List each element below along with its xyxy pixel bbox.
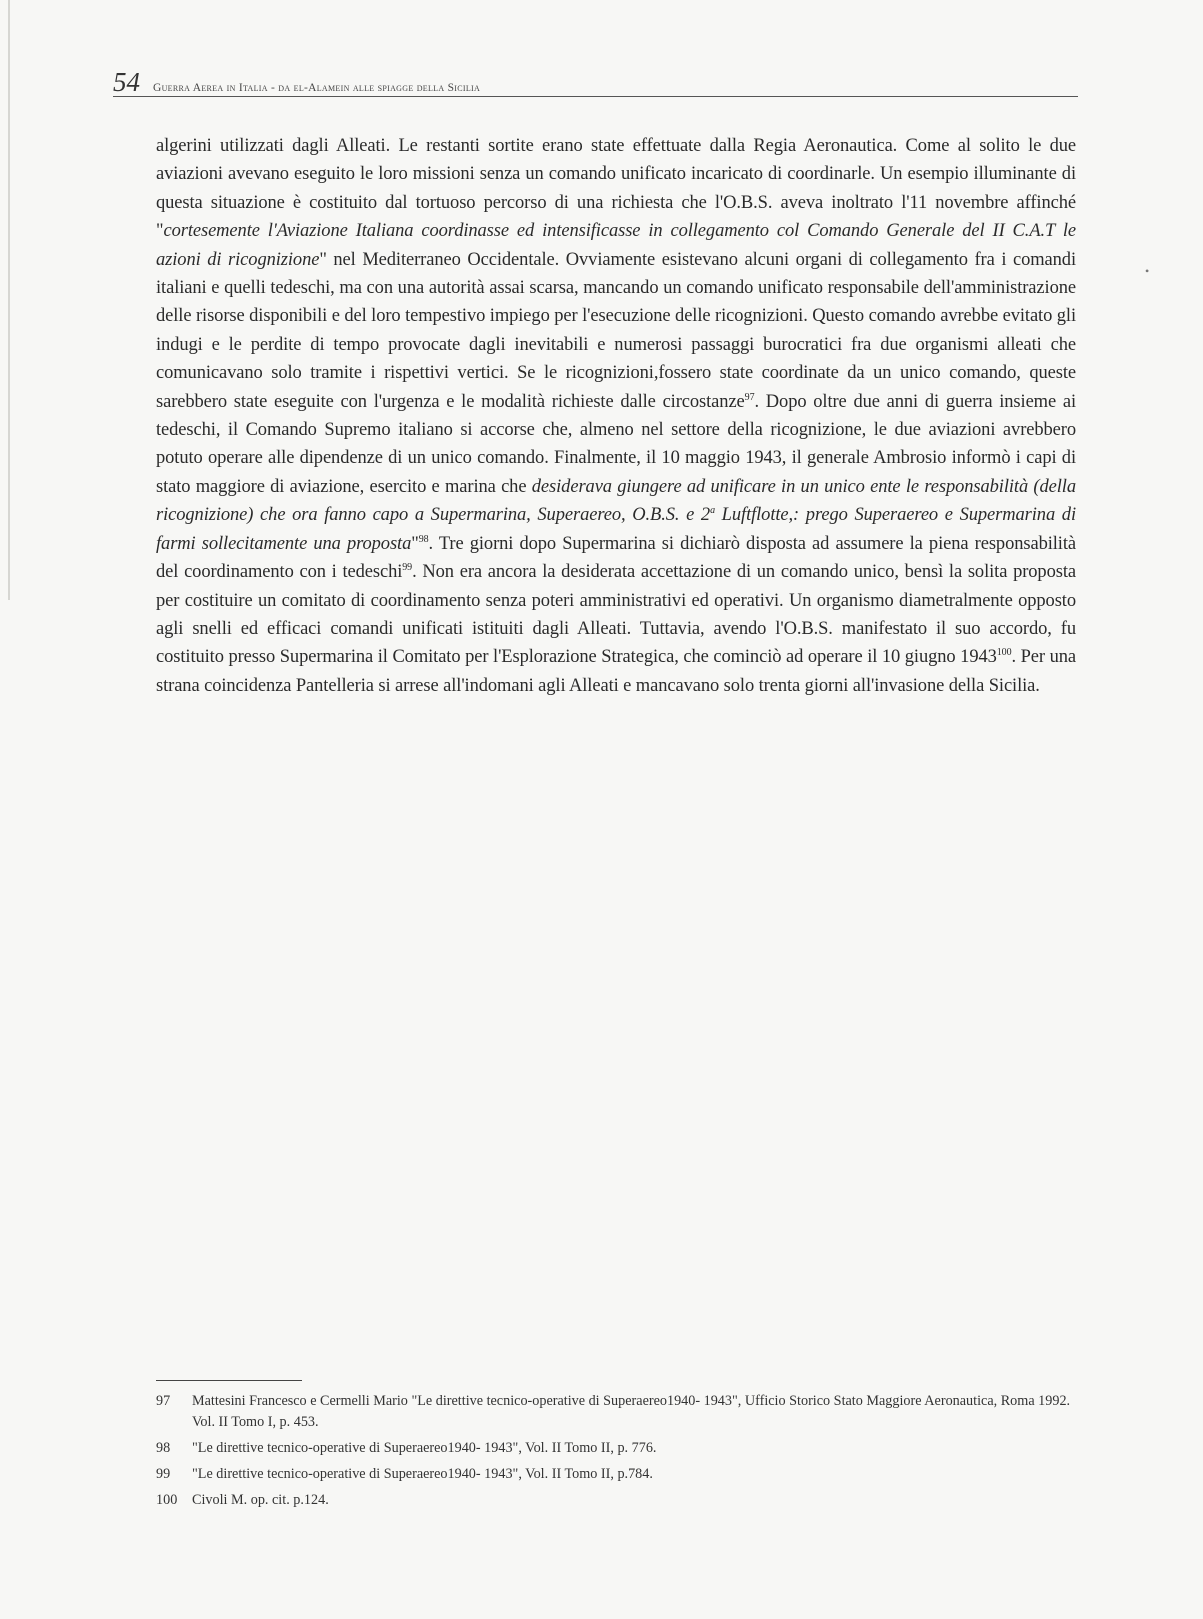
footnote-number: 100: [156, 1492, 178, 1508]
footnote-97: [156, 1391, 1076, 1433]
running-title: Guerra Aerea in Italia - da el-Alamein alle spiagge della Sicilia: [153, 82, 481, 94]
footnote-number: 97: [156, 1393, 171, 1409]
footnote-text: "Le direttive tecnico-operative di Superaereo1940- 1943", Vol. II Tomo II, p.784.: [192, 1466, 653, 1482]
superscript: a: [710, 505, 715, 517]
footnote-98: [156, 1438, 1076, 1459]
page-header: [113, 67, 1078, 97]
footnote-ref-98[interactable]: 98: [418, 533, 429, 545]
quoted-italic: cortesemente l'Aviazione Italiana coordinasse ed intensificasse in collegamento col Comando Generale del II C.A.T le azioni di ricognizione: [156, 221, 1076, 270]
margin-mark: •: [1145, 264, 1150, 278]
footnote-ref-99[interactable]: 99: [402, 561, 413, 573]
text-run: " nel Mediterraneo Occidentale. Ovviamente esistevano alcuni organi di collegamento fra i comandi italiani e quelli tedeschi, ma con una autorità assai scarsa, mancando un comando unificato responsabile dell'amministrazione delle risorse disponibili e del loro tempestivo impiego per l'esecuzione delle ricognizioni. Questo comando avrebbe evitato gli indugi e le perdite di tempo provocate dagli inevitabili e numerosi passaggi burocratici fra due organismi alleati che comunicavano solo tramite i rispettivi vertici. Se le ricognizioni,fossero state coordinate da un unico comando, queste sarebbero state eseguite con l'urgenza e le modalità richieste dalle circostanze: [156, 249, 1076, 412]
footnote-number: 98: [156, 1440, 171, 1456]
text-run: . Per una strana coincidenza Pantelleria si arrese all'indomani agli Alleati e mancavano solo trenta giorni all'invasione della Sicilia.: [156, 647, 1076, 696]
footnote-number: 99: [156, 1466, 171, 1482]
footnote-text: "Le direttive tecnico-operative di Superaereo1940- 1943", Vol. II Tomo II, p. 776.: [192, 1440, 657, 1456]
text-run: ": [411, 533, 419, 554]
main-text: [156, 132, 1076, 700]
page-number: 54: [113, 67, 140, 97]
footnote-divider: [156, 1380, 302, 1381]
text-run: algerini utilizzati dagli Alleati. Le restanti sortite erano state effettuate dalla Regia Aeronautica. Come al solito le due aviazioni avevano eseguito le loro missioni senza un comando unificato incaricato di coordinarle. Un esempio illuminante di questa situazione è costituito dal tortuoso percorso di una richiesta che l'O.B.S. aveva inoltrato l'11 novembre affinché ": [156, 136, 1076, 242]
body-paragraph: [156, 132, 1076, 700]
page-spine-shadow: [8, 0, 10, 600]
text-run: . Tre giorni dopo Supermarina si dichiarò disposta ad assumere la piena responsabilità del coordinamento con i tedeschi: [156, 533, 1076, 583]
footnote-100: [156, 1490, 1076, 1511]
text-run: . Dopo oltre due anni di guerra insieme ai tedeschi, il Comando Supremo italiano si accorse che, almeno nel settore della ricognizione, le due aviazioni avrebbero potuto operare alle dipendenze di un unico comando. Finalmente, il 10 maggio 1943, il generale Ambrosio informò i capi di stato maggiore di aviazione, esercito e marina che: [156, 391, 1077, 497]
text-run: Luftflotte,: prego Superaereo e Supermarina di farmi sollecitamente una proposta: [156, 505, 1076, 554]
footnote-99: [156, 1464, 1076, 1485]
footnote-text: Mattesini Francesco e Cermelli Mario "Le direttive tecnico-operative di Superaereo1940- 1943", Ufficio Storico Stato Maggiore Aeronautica, Roma 1992. Vol. II Tomo I, p. 453.: [192, 1393, 1071, 1430]
footnote-ref-100[interactable]: 100: [996, 647, 1012, 659]
footnote-text: Civoli M. op. cit. p.124.: [192, 1492, 329, 1508]
footnote-ref-97[interactable]: 97: [744, 391, 755, 403]
footnotes: [156, 1391, 1076, 1516]
text-run: . Non era ancora la desiderata accettazione di un comando unico, bensì la solita proposta per costituire un comitato di coordinamento senza poteri amministrativi ed operativi. Un organismo diametralmente opposto agli snelli ed efficaci comandi unificati istituiti dagli Alleati. Tuttavia, avendo l'O.B.S. manifestato il suo accordo, fu costituito presso Supermarina il Comitato per l'Esplorazione Strategica, che cominciò ad operare il 10 giugno 1943: [156, 562, 1076, 668]
text-run: desiderava giungere ad unificare in un unico ente le responsabilità (della ricognizione) che ora fanno capo a Supermarina, Superaereo, O.B.S. e 2: [156, 476, 1076, 526]
